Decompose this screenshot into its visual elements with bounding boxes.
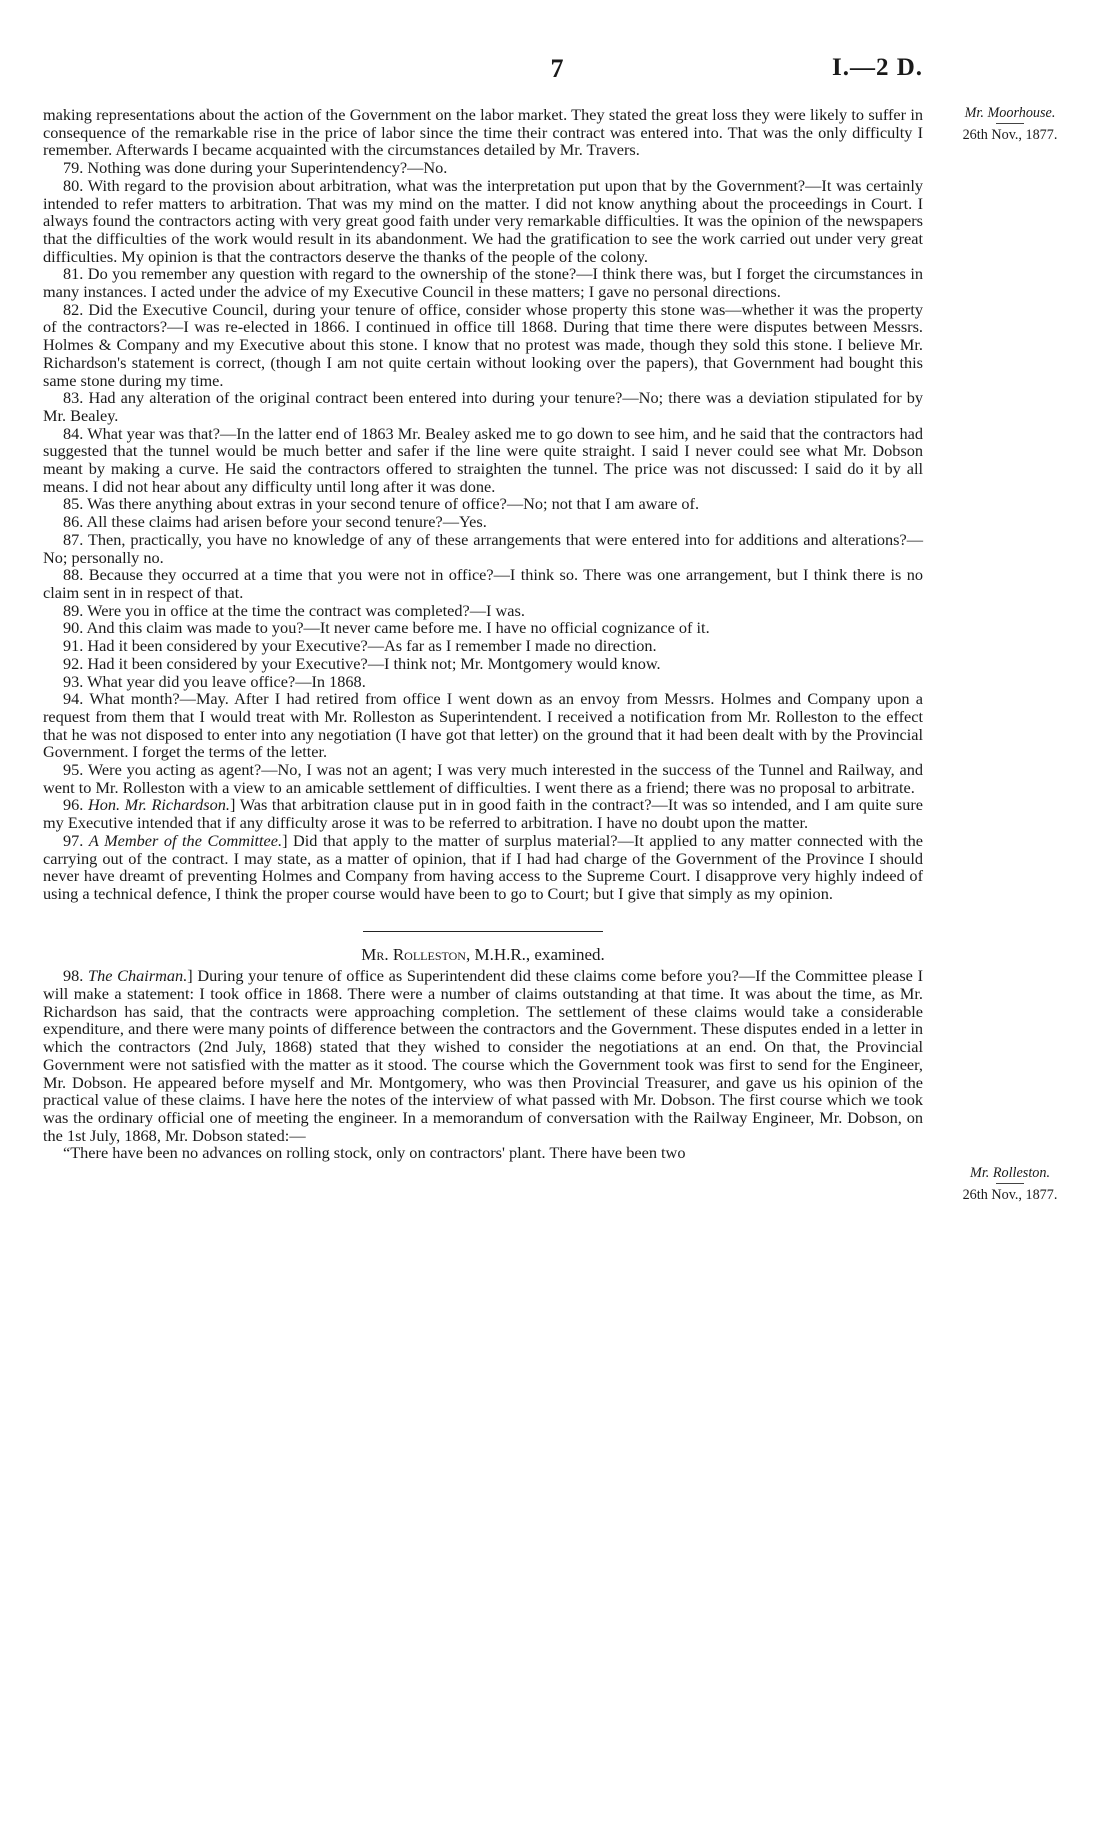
question-96 [43,796,923,831]
section-divider [363,931,603,932]
question-95: 95. Were you acting as agent?—No, I was not an agent; I was very much interested in the success of the Tunnel and Railway, and went to Mr. Rolleston with a view to an amicable settlement of difficulties. I went there as a friend; there was no proposal to arbitrate. [43,760,923,797]
question-94: 94. What month?—May. After I had retired from office I went down as an envoy from Messrs. Holmes and Company upon a request from them that I would treat with Mr. Rolleston as Superintendent. I received a notification from Mr. Rolleston to the effect that he was not disposed to enter into any negotiation (I have got that letter) on the ground that it had been dealt with by the Provincial Government. I forget the terms of the letter. [43,689,923,762]
question-number: 97. [63,830,84,850]
margin-note-name: Mr. Rolleston. [970,1165,1050,1181]
margin-note-divider [996,1183,1024,1184]
question-text: ] Was that arbitration clause put in in good faith in the contract?—It was so intended, and I am quite sure my Executive intended that if any difficulty arose it was to be referred to arbitration. I have no doubt upon the matter. [43,795,924,833]
paragraph-continued: making representations about the action of the Government on the labor market. They stated the great loss they were likely to suffer in consequence of the remarkable rise in the price of labor since the time their contract was entered into. That was the only difficulty I remember. Afterwards I became acquainted with the circumstances detailed by Mr. Travers. [43,105,923,160]
question-82: 82. Did the Executive Council, during your tenure of office, consider whose property this stone was—whether it was the property of the contractors?—I was re-elected in 1866. I continued in office till 1868. During that time there were disputes between Messrs. Holmes & Company and my Executive about this stone. I know that no protest was made, though they sold this stone. I believe Mr. Richardson's statement is correct, (though I am not quite certain without looking over the papers), that Government had bought this same stone during my time. [43,299,923,390]
margin-note-name: Mr. Moorhouse. [964,105,1056,121]
question-92: 92. Had it been considered by your Executive?—I think not; Mr. Montgomery would know. [63,653,661,673]
question-98 [43,967,923,1144]
margin-note-date: 26th Nov., 1877. [962,127,1058,143]
question-91: 91. Had it been considered by your Executive?—As far as I remember I made no direction. [63,636,657,656]
question-number: 98. [63,966,84,986]
witness-title: , M.H.R., examined. [465,944,605,964]
question-80: 80. With regard to the provision about arbitration, what was the interpretation put upon that by the Government?—It was certainly intended to refer matters to arbitration. That was my mind on the matter. I did not know anything about the proceedings in Court. I always found the contractors acting with very great good faith under very remarkable difficulties. It was the opinion of the newspapers that the difficulties of the work would result in its abandonment. We had the gratification to see the work carried out under very great difficulties. My opinion is that the contractors deserve the thanks of the people of the colony. [43,175,923,266]
question-text: ] Did that apply to the matter of surplus material?—It applied to any matter connected with the carrying out of the contract. I may state, as a matter of opinion, that if I had had charge of the Government of the Province I should never have dreamt of preventing Holmes and Company from having access to the Supreme Court. I disapprove very highly indeed of using a technical defence, I think the proper course would have been to go to Court; but I give that simply as my opinion. [43,830,923,903]
question-87: 87. Then, practically, you have no knowledge of any of these arrangements that were entered into for additions and alterations?—No; personally no. [43,529,923,567]
main-text [43,106,923,1162]
speaker-name: The Chairman. [88,966,188,986]
quoted-memorandum: “There have been no advances on rolling stock, only on contractors' plant. There have been two [63,1143,686,1163]
question-85: 85. Was there anything about extras in your second tenure of office?—No; not that I am aware of. [63,494,700,514]
section-heading [43,946,923,964]
question-79: 79. Nothing was done during your Superintendency?—No. [63,158,448,178]
margin-note-moorhouse [935,104,1085,144]
margin-note-divider [996,123,1024,124]
question-90: 90. And this claim was made to you?—It never came before me. I have no official cognizance of it. [63,618,710,638]
question-93: 93. What year did you leave office?—In 1868. [63,671,366,691]
question-88: 88. Because they occurred at a time that you were not in office?—I think so. There was one arrangement, but I think there is no claim sent in in respect of that. [43,565,923,602]
speaker-name: Hon. Mr. Richardson. [87,795,230,815]
question-89: 89. Were you in office at the time the contract was completed?—I was. [63,600,525,620]
question-text: ] During your tenure of office as Superintendent did these claims come before you?—If the Committee please I will make a statement: I took office in 1868. There were a number of claims outstanding at that time. It was about the time, as Mr. Richardson has said, that the contracts were approaching completion. The settlement of these claims would take a considerable expenditure, and there were many points of difference between the contractors and the Government. These disputes ended in a letter in which the contractors (2nd July, 1868) stated that they wished to consider the negotiations at an end. On that, the Provincial Government were not satisfied with the matter as it stood. The course which the Government took was first to send for the Engineer, Mr. Dobson. He appeared before myself and Mr. Montgomery, who was then Provincial Treasurer, and gave us his opinion of the practical value of these claims. I have here the notes of the interview of what passed with Mr. Dobson. The first course which we took was the ordinary official one of meeting the engineer. In a memorandum of conversation with the Railway Engineer, Mr. Dobson, on the 1st July, 1868, Mr. Dobson stated:— [43,966,923,1145]
question-number: 96. [63,795,84,815]
margin-note-rolleston [935,1164,1085,1204]
witness-name: Mr. Rolleston [361,944,466,964]
document-reference: I.—2 D. [832,54,924,81]
question-83: 83. Had any alteration of the original contract been entered into during your tenure?—No; there was a deviation stipulated for by Mr. Bealey. [43,388,923,425]
question-97 [43,832,923,903]
question-86: 86. All these claims had arisen before your second tenure?—Yes. [63,512,487,532]
page-number: 7 [550,54,564,83]
speaker-name: A Member of the Committee. [88,830,283,850]
margin-note-date: 26th Nov., 1877. [962,1187,1058,1203]
question-84: 84. What year was that?—In the latter end of 1863 Mr. Bealey asked me to go down to see him, and he said that the contractors had suggested that the tunnel would be much better and safer if the line were quite straight. I said I never could see what Mr. Dobson meant by making a curve. He said the contractors offered to straighten the tunnel. The price was not discussed: I said do it by all means. I did not hear about any difficulty until long after it was done. [43,423,923,496]
question-81: 81. Do you remember any question with regard to the ownership of the stone?—I think there was, but I forget the circumstances in many instances. I acted under the advice of my Executive Council in these matters; I gave no personal directions. [43,264,923,302]
